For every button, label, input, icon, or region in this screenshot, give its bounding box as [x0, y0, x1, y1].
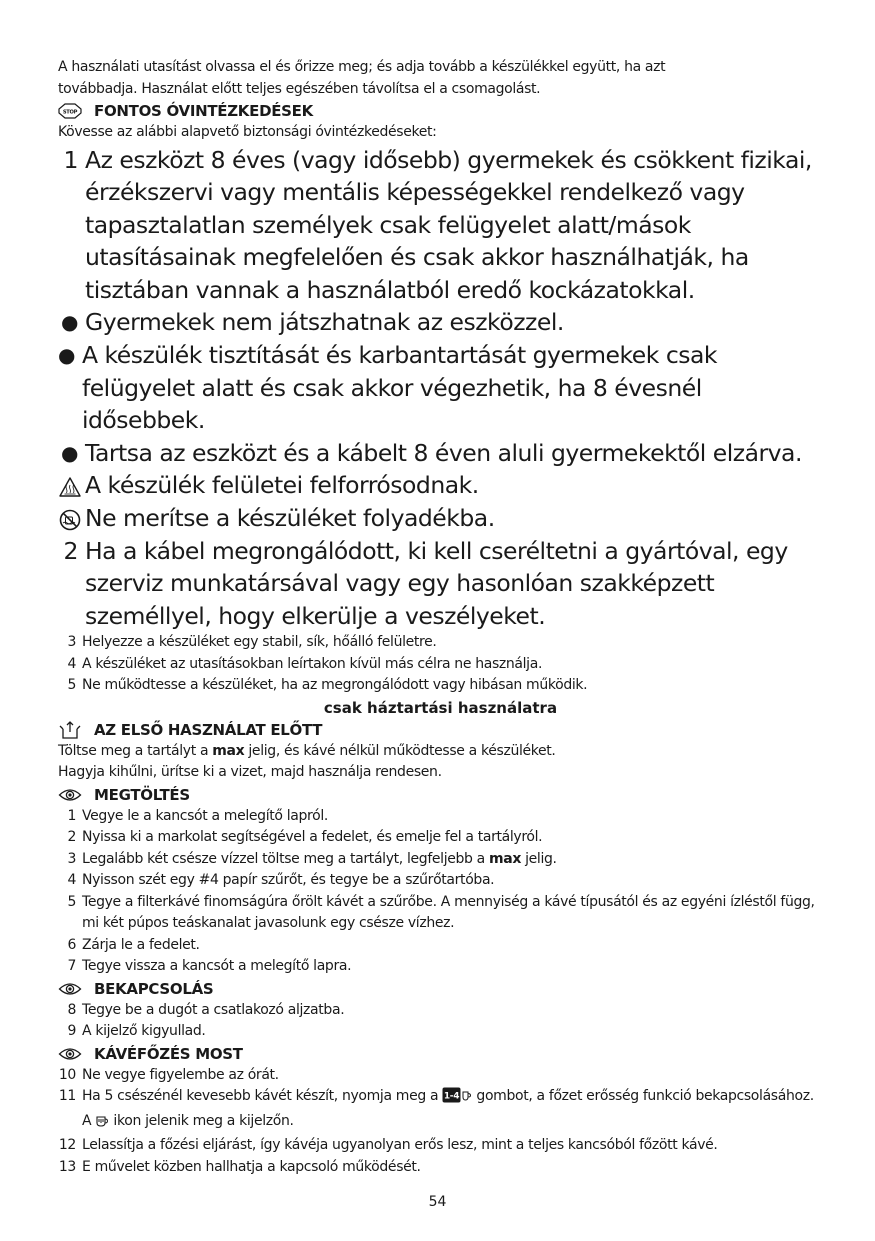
item-text: A készüléket az utasításokban leírtakon kívül más célra ne használja. [82, 655, 543, 672]
safety-bullet-2 [58, 339, 823, 437]
step-10: 10 Ne vegye figyelembe az órát. [58, 1066, 279, 1083]
bullet-text: A készülék tisztítását és karbantartását gyermekek csak felügyelet alatt és csak akkor végezhetik, ha 8 évesnél idősebbek. [81, 341, 717, 435]
eye-icon [58, 979, 86, 999]
filling-title: MEGTÖLTÉS [94, 785, 190, 804]
switch-on-steps [58, 1000, 823, 1043]
hot-surface-warning-icon [58, 469, 84, 502]
first-use-line-2: Hagyja kihűlni, ürítse ki a vizet, majd használja rendesen. [58, 764, 442, 781]
step-11: 11 Ha 5 csészénél kevesebb kávét készít, nyomja meg a 1-4 gombot, a főzet erősség funkció bekapcsolásához. A ikon jelenik meg a kijelzőn. [58, 1086, 823, 1135]
switch-on-title: BEKAPCSOLÁS [94, 979, 214, 998]
no-immersion-icon [58, 502, 84, 535]
step-6: 6 Zárja le a fedelet. [67, 936, 200, 953]
eye-icon [58, 785, 86, 805]
safety-heading [58, 100, 823, 122]
item-number: 3 [67, 634, 76, 651]
filling-heading [58, 784, 823, 806]
bullet-icon: ● [58, 343, 75, 368]
safety-large-list [58, 144, 823, 633]
bullet-text: Gyermekek nem játszhatnak az eszközzel. [85, 308, 564, 337]
no-immersion-text: Ne merítse a készüléket folyadékba. [85, 504, 495, 533]
step-1: 1 Vegye le a kancsót a melegítő lapról. [67, 807, 328, 824]
filling-steps [58, 806, 823, 978]
brewing-steps [58, 1065, 823, 1179]
safety-small-list [58, 632, 823, 697]
bullet-icon: ● [61, 440, 78, 465]
step-12: 12 Lelassítja a főzési eljárást, így kávéja ugyanolyan erős lesz, mint a teljes kancsóból főzött kávé. [58, 1137, 718, 1154]
page-number: 54 [428, 1194, 447, 1210]
stop-icon-label: STOP [62, 109, 78, 116]
safety-item-5 [58, 675, 823, 697]
first-use-title: AZ ELSŐ HASZNÁLAT ELŐTT [94, 720, 323, 739]
hot-surface-text: A készülék felületei felforrósodnak. [85, 471, 479, 500]
strong-brew-cup-icon [95, 1113, 109, 1136]
switch-on-heading [58, 978, 823, 1000]
brewing-heading [58, 1043, 823, 1065]
step-8: 8 Tegye be a dugót a csatlakozó aljzatba. [67, 1001, 345, 1018]
item-text: Helyezze a készüléket egy stabil, sík, hőálló felületre. [82, 634, 437, 651]
step-2: 2 Nyissa ki a markolat segítségével a fedelet, és emelje fel a tartályról. [67, 829, 543, 846]
stop-icon [58, 101, 86, 121]
first-use-heading [58, 719, 823, 741]
item-number: 2 [63, 536, 78, 565]
step-4: 4 Nyisson szét egy #4 papír szűrőt, és tegye be a szűrőtartóba. [67, 872, 495, 889]
safety-bullet-1 [58, 306, 823, 339]
item-number: 1 [63, 145, 78, 174]
safety-item-3 [58, 632, 823, 654]
strength-button-icon [442, 1087, 472, 1111]
strength-button-label: 1-4 [444, 1091, 460, 1102]
step-5: 5 Tegye a filterkávé finomságúra őrölt kávét a szűrőbe. A mennyiség a kávé típusától és az egyéni ízléstől függ, mi két púpos teáskanalat javasolunk egy csésze vízhez. [67, 893, 815, 932]
step-13: 13 E művelet közben hallhatja a kapcsoló működését. [58, 1158, 421, 1175]
first-use-line-1: Töltse meg a tartályt a max jelig, és kávé nélkül működtesse a készüléket. [58, 742, 556, 759]
item-number: 4 [67, 655, 76, 672]
safety-hot-surface [58, 469, 823, 502]
bullet-text: Tartsa az eszközt és a kábelt 8 éven aluli gyermekektől elzárva. [85, 438, 802, 467]
safety-no-immerse [58, 502, 823, 535]
safety-title: FONTOS ÓVINTÉZKEDÉSEK [94, 102, 313, 120]
step-3: 3 Legalább két csésze vízzel töltse meg a tartályt, legfeljebb a max jelig. [67, 850, 557, 867]
safety-item-1 [58, 144, 823, 307]
item-text: Ha a kábel megrongálódott, ki kell cseréltetni a gyártóval, egy szerviz munkatársával vagy egy hasonlóan szakképzett személlyel, hogy elkerülje a veszélyeket. [85, 536, 788, 630]
step-7: 7 Tegye vissza a kancsót a melegítő lapra. [67, 958, 352, 975]
eye-icon [58, 1044, 86, 1064]
manual-page [58, 57, 823, 1178]
item-text: Ne működtesse a készüléket, ha az megrongálódott vagy hibásan működik. [82, 677, 588, 694]
item-text: Az eszközt 8 éves (vagy idősebb) gyermekek és csökkent fizikai, érzékszervi vagy mentális képességekkel rendelkező vagy tapasztalatlan személyek csak felügyelet alatt/mások utasításainak megfelelően és csak akkor használhatják, ha tisztában vannak a használatból eredő kockázatokkal. [85, 145, 812, 304]
item-number: 5 [67, 677, 76, 694]
safety-subtitle: Kövesse az alábbi alapvető biztonsági óvintézkedéseket: [58, 124, 437, 140]
brewing-title: KÁVÉFŐZÉS MOST [94, 1044, 243, 1063]
intro-line-1: A használati utasítást olvassa el és őrizze meg; és adja tovább a készülékkel együtt, ha azt [58, 59, 666, 75]
safety-item-4 [58, 654, 823, 676]
intro-line-2: továbbadja. Használat előtt teljes egészében távolítsa el a csomagolást. [58, 80, 541, 97]
household-use-note: csak háztartási használatra [323, 698, 558, 717]
bullet-icon: ● [61, 310, 78, 335]
safety-item-2 [58, 535, 823, 633]
step-9: 9 A kijelző kigyullad. [67, 1023, 206, 1040]
first-use-body [58, 741, 823, 784]
intro-paragraph [58, 57, 823, 100]
safety-bullet-3 [58, 437, 823, 470]
unpack-box-icon [58, 720, 86, 740]
